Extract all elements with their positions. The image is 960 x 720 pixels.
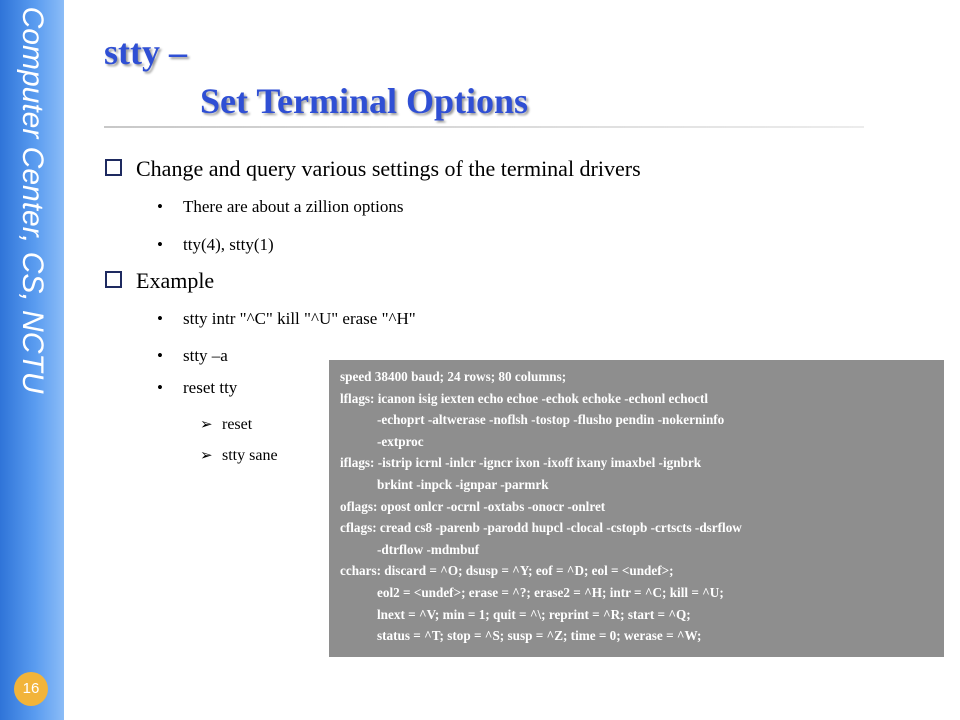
bullet-change-query xyxy=(105,156,641,182)
bullet-dot-icon: • xyxy=(157,309,163,328)
sidebar xyxy=(0,0,64,720)
terminal-line: lflags: icanon isig iexten echo echoe -echok echoke -echonl echoctl xyxy=(340,390,709,406)
checkbox-bullet-icon xyxy=(105,271,122,288)
page-number-badge: 16 xyxy=(14,672,48,706)
sub-sub-bullet-text: reset xyxy=(222,416,253,433)
bullet-text: Change and query various settings of the terminal drivers xyxy=(136,156,641,181)
bullet-dot-icon: • xyxy=(157,235,163,254)
terminal-line: brkint -inpck -ignpar -parmrk xyxy=(377,476,549,492)
terminal-line: eol2 = <undef>; erase = ^?; erase2 = ^H; intr = ^C; kill = ^U; xyxy=(377,584,724,600)
bullet-dot-icon: • xyxy=(157,197,163,216)
bullet-dot-icon: • xyxy=(157,378,163,397)
sub-bullet-zillion xyxy=(157,197,403,217)
sub-bullet-text: reset tty xyxy=(183,378,238,397)
terminal-line: cflags: cread cs8 -parenb -parodd hupcl -clocal -cstopb -crtscts -dsrflow xyxy=(340,520,742,536)
terminal-line: status = ^T; stop = ^S; susp = ^Z; time = 0; werase = ^W; xyxy=(377,628,702,644)
bullet-example xyxy=(105,268,214,294)
sub-bullet-stty-a xyxy=(157,346,228,366)
terminal-line: iflags: -istrip icrnl -inlcr -igncr ixon -ixoff ixany imaxbel -ignbrk xyxy=(340,455,702,471)
terminal-line: speed 38400 baud; 24 rows; 80 columns; xyxy=(340,369,567,384)
sub-sub-bullet-text: stty sane xyxy=(222,447,278,464)
terminal-line: lnext = ^V; min = 1; quit = ^\; reprint = ^R; start = ^Q; xyxy=(377,606,691,622)
terminal-line: oflags: opost onlcr -ocrnl -oxtabs -onocr -onlret xyxy=(340,498,606,514)
sub-bullet-reset-tty xyxy=(157,378,237,398)
sub-bullet-text: stty intr "^C" kill "^U" erase "^H" xyxy=(183,309,416,328)
terminal-line: -extproc xyxy=(377,433,424,449)
sidebar-title: Computer Center, CS, NCTU xyxy=(16,6,49,394)
sub-sub-bullet-reset xyxy=(200,415,252,434)
slide-title xyxy=(104,30,528,123)
sub-bullet-stty-intr xyxy=(157,309,416,329)
terminal-output-box xyxy=(329,360,944,657)
sub-sub-bullet-stty-sane xyxy=(200,446,278,465)
arrow-bullet-icon: ➢ xyxy=(200,417,213,433)
slide-title-line2: Set Terminal Options xyxy=(200,81,529,121)
arrow-bullet-icon: ➢ xyxy=(200,448,213,464)
terminal-line: -dtrflow -mdmbuf xyxy=(377,541,480,557)
checkbox-bullet-icon xyxy=(105,159,122,176)
bullet-dot-icon: • xyxy=(157,346,163,365)
slide-title-line1: stty – xyxy=(104,32,187,72)
sub-bullet-text: There are about a zillion options xyxy=(183,197,404,216)
sub-bullet-text: stty –a xyxy=(183,346,228,365)
bullet-text: Example xyxy=(136,268,215,293)
terminal-line: -echoprt -altwerase -noflsh -tostop -flusho pendin -nokerninfo xyxy=(377,412,725,428)
sub-bullet-text: tty(4), stty(1) xyxy=(183,235,274,254)
terminal-line: cchars: discard = ^O; dsusp = ^Y; eof = ^D; eol = <undef>; xyxy=(340,563,674,579)
sub-bullet-manpages xyxy=(157,235,274,255)
title-divider xyxy=(104,126,864,128)
